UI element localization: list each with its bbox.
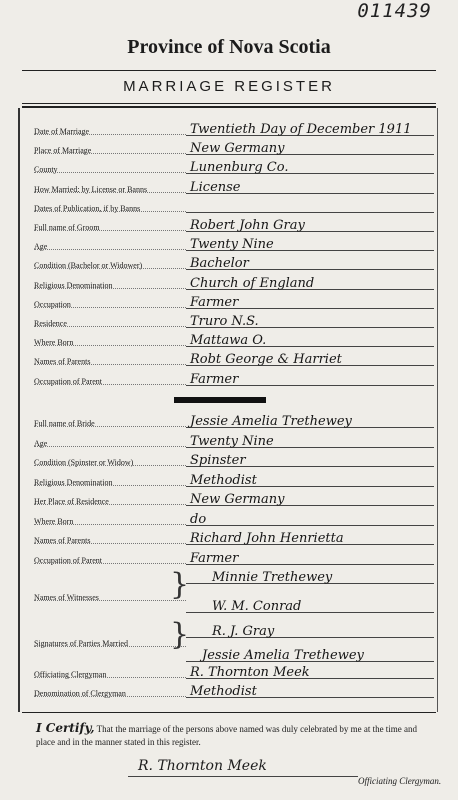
field-label: Religious Denomination (34, 280, 113, 290)
dotted-leader (34, 425, 186, 427)
bride-field-row (22, 549, 438, 567)
witness-1-value: Minnie Trethewey (212, 570, 333, 585)
parties-brace: } (170, 617, 190, 652)
field-label: Religious Denomination (34, 477, 113, 487)
dotted-leader (34, 464, 186, 466)
top-rule (22, 70, 436, 71)
field-value: Robt George & Harriet (190, 352, 342, 368)
certify-text: That the marriage of the persons above named was duly celebrated by me at the time and place and in the manner stated in this register. (36, 724, 418, 747)
dotted-leader (34, 503, 186, 505)
field-value: Truro N.S. (190, 314, 259, 329)
dotted-leader (34, 306, 186, 308)
field-value: do (190, 511, 207, 527)
field-value: Church of England (190, 275, 315, 291)
bride-field-row (22, 451, 438, 469)
certification-statement (36, 722, 436, 749)
field-value: Jessie Amelia Trethewey (190, 414, 352, 429)
groom-field-row (22, 178, 438, 196)
field-label: County (34, 165, 58, 175)
groom-field-row (22, 235, 438, 253)
groom-field-row (22, 216, 438, 234)
field-label: Officiating Clergyman (34, 670, 107, 679)
witness-row-2 (22, 597, 438, 615)
dotted-leader (34, 248, 186, 250)
dotted-leader (34, 383, 186, 385)
document-title: Province of Nova Scotia (127, 36, 331, 58)
field-label: Names of Parents (34, 357, 91, 367)
bride-field-row (22, 432, 438, 450)
field-label: Dates of Publication, if by Banns (34, 203, 141, 213)
party-row-2 (22, 646, 438, 664)
dotted-leader (34, 133, 186, 135)
dotted-leader (34, 152, 186, 154)
bride-field-row (22, 490, 438, 508)
field-label: Full name of Groom (34, 223, 100, 232)
field-value: Twentieth Day of December 1911 (190, 122, 412, 137)
dotted-leader (34, 676, 186, 678)
field-value: License (190, 179, 241, 195)
groom-field-row (22, 331, 438, 349)
dotted-leader (34, 210, 186, 212)
entry-line (186, 525, 434, 526)
groom-field-row (22, 350, 438, 368)
dotted-leader (34, 445, 186, 447)
field-value: Robert John Gray (190, 218, 305, 233)
field-value: Twenty Nine (190, 433, 274, 449)
field-label: Occupation of Parent (34, 376, 102, 386)
groom-field-row (22, 312, 438, 330)
field-value: Methodist (190, 472, 257, 488)
field-label: Occupation of Parent (34, 555, 102, 565)
groom-field-row (22, 158, 438, 176)
section-divider-bar (174, 397, 266, 403)
dotted-leader (34, 191, 186, 193)
field-value: Farmer (190, 371, 239, 387)
field-label: Date of Marriage (34, 127, 90, 136)
bride-field-row (22, 510, 438, 528)
document-number: 011439 (357, 0, 432, 22)
document-subtitle: MARRIAGE REGISTER (123, 78, 335, 95)
clergy-field-row (22, 663, 438, 681)
signature-label: Officiating Clergyman. (358, 776, 442, 786)
field-label: Where Born (34, 516, 74, 526)
clergy-field-row (22, 682, 438, 700)
dotted-leader (34, 171, 186, 173)
bride-field-row (22, 412, 438, 430)
field-value: Bachelor (190, 256, 249, 272)
header-rule (22, 103, 436, 104)
witness-2-value: W. M. Conrad (212, 599, 302, 614)
party-2-signature: Jessie Amelia Trethewey (202, 648, 364, 663)
dotted-leader (34, 229, 186, 231)
field-value: New Germany (190, 141, 285, 157)
entry-line (186, 212, 434, 213)
groom-field-row (22, 370, 438, 388)
certify-word: I Certify, (36, 721, 95, 735)
field-label: Occupation (34, 299, 71, 309)
field-value: Farmer (190, 294, 239, 310)
field-value: Mattawa O. (190, 333, 267, 349)
dotted-leader (34, 562, 186, 564)
witnesses-brace: } (170, 567, 190, 602)
signature-line (128, 776, 358, 777)
field-label: Names of Parents (34, 536, 91, 545)
clergy-signature: R. Thornton Meek (138, 758, 267, 774)
field-label: Denomination of Clergyman (34, 689, 126, 698)
field-label: Her Place of Residence (34, 497, 109, 506)
groom-field-row (22, 274, 438, 292)
groom-field-row (22, 139, 438, 157)
field-value: Richard John Henrietta (190, 531, 344, 546)
dotted-leader (34, 542, 186, 544)
field-value: R. Thornton Meek (190, 665, 310, 680)
dotted-leader (34, 523, 186, 525)
left-border (18, 108, 20, 712)
field-value: New Germany (190, 492, 285, 507)
field-value: Farmer (190, 550, 239, 566)
field-label: Full name of Bride (34, 419, 95, 428)
dotted-leader (34, 325, 186, 327)
field-label: Condition (Spinster or Widow) (34, 458, 134, 467)
groom-field-row (22, 293, 438, 311)
bride-field-row (22, 529, 438, 547)
field-label: Place of Marriage (34, 146, 92, 156)
groom-field-row (22, 197, 438, 215)
field-label: How Married: by License or Banns (34, 184, 148, 194)
groom-field-row (22, 120, 438, 138)
dotted-leader (34, 267, 186, 269)
dotted-leader (34, 484, 186, 486)
bride-field-row (22, 471, 438, 489)
field-value: Lunenburg Co. (190, 160, 289, 176)
witnesses-label: Names of Witnesses (34, 593, 99, 602)
dotted-leader (34, 363, 186, 365)
witness-row-1 (22, 568, 438, 586)
field-label: Where Born (34, 338, 74, 348)
field-label: Age (34, 242, 48, 252)
field-value: Spinster (190, 453, 246, 468)
parties-label: Signatures of Parties Married (34, 639, 128, 648)
field-label: Age (34, 438, 48, 448)
field-label: Residence (34, 319, 67, 328)
field-label: Condition (Bachelor or Widower) (34, 261, 143, 271)
party-1-signature: R. J. Gray (212, 624, 275, 639)
dotted-leader (34, 344, 186, 346)
groom-field-row (22, 254, 438, 272)
field-value: Twenty Nine (190, 237, 274, 253)
dotted-leader (34, 695, 186, 697)
header-thick-rule (22, 106, 436, 108)
bottom-rule (22, 712, 436, 713)
field-value: Methodist (190, 684, 257, 699)
dotted-leader (34, 287, 186, 289)
